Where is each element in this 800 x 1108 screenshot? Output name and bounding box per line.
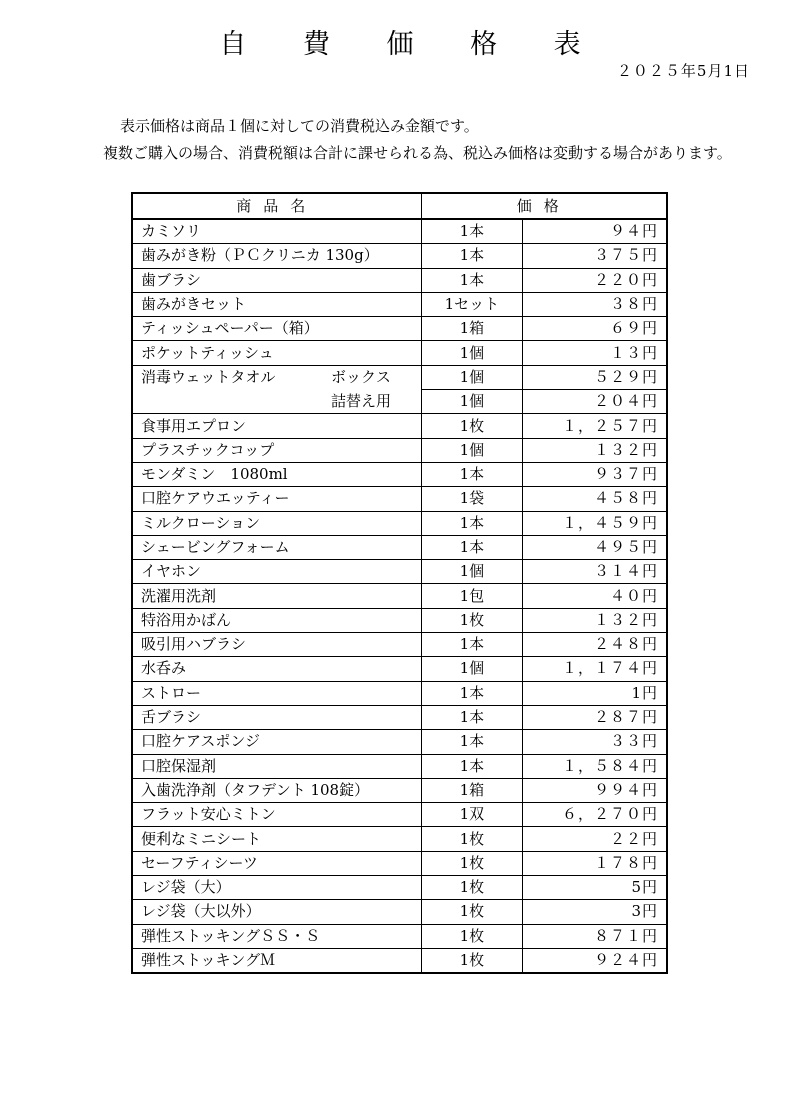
table-row [132,390,667,414]
table-row [132,535,667,559]
issue-date: ２０２５年5月1日 [616,62,750,80]
product-name-cell: 吸引用ハブラシ [132,633,421,657]
table-row [132,900,667,924]
price-cell: ９９４円 [523,778,667,802]
product-name-cell: セーフティシーツ [132,851,421,875]
price-cell: ６，２７０円 [523,803,667,827]
product-name-cell: 歯みがきセット [132,292,421,316]
tax-note-1: 表示価格は商品１個に対しての消費税込み金額です。 [120,117,479,135]
product-name-cell: 舌ブラシ [132,705,421,729]
price-cell: １３２円 [523,438,667,462]
unit-cell: 1双 [421,803,523,827]
table-row [132,924,667,948]
table-row [132,438,667,462]
table-row [132,827,667,851]
header-product-name: 商品名 [132,193,421,219]
product-variant: 詰替え用 [331,391,392,410]
unit-cell: 1本 [421,511,523,535]
table-row [132,948,667,973]
unit-cell: 1枚 [421,608,523,632]
price-cell: １３円 [523,341,667,365]
product-name-cell: イヤホン [132,560,421,584]
unit-cell: 1本 [421,219,523,244]
product-name-cell: モンダミン 1080ml [132,462,421,486]
table-row [132,754,667,778]
product-name-cell [132,365,421,389]
product-name-cell: 歯ブラシ [132,268,421,292]
table-header-row [132,193,667,219]
table-row [132,657,667,681]
unit-cell: 1箱 [421,778,523,802]
unit-cell: 1本 [421,633,523,657]
product-name-cell: 弾性ストッキングＭ [132,948,421,973]
unit-cell: 1個 [421,341,523,365]
unit-cell: 1セット [421,292,523,316]
table-row [132,414,667,438]
table-row [132,365,667,389]
unit-cell: 1個 [421,390,523,414]
header-price: 価格 [421,193,667,219]
product-name-cell: ティッシュペーパー（箱） [132,317,421,341]
product-name-cell: 弾性ストッキングＳＳ・Ｓ [132,924,421,948]
page-title: 自 費 価 格 表 [219,29,605,60]
price-cell: ２２０円 [523,268,667,292]
table-row [132,341,667,365]
table-row [132,487,667,511]
price-cell: ６９円 [523,317,667,341]
product-name-cell: 入歯洗浄剤（タフデント 108錠） [132,778,421,802]
table-row [132,730,667,754]
price-cell: ３３円 [523,730,667,754]
table-row [132,560,667,584]
table-row [132,268,667,292]
price-cell: ３１４円 [523,560,667,584]
product-name-cell: カミソリ [132,219,421,244]
table-row [132,219,667,244]
unit-cell: 1包 [421,584,523,608]
unit-cell: 1個 [421,365,523,389]
price-cell: ２４８円 [523,633,667,657]
unit-cell: 1本 [421,754,523,778]
unit-cell: 1本 [421,462,523,486]
table-row [132,608,667,632]
table-row [132,462,667,486]
unit-cell: 1箱 [421,317,523,341]
product-name-cell [132,390,421,414]
unit-cell: 1個 [421,560,523,584]
table-row [132,876,667,900]
table-row [132,317,667,341]
price-cell: 3円 [523,900,667,924]
price-cell: １３２円 [523,608,667,632]
price-table-body [132,219,667,973]
table-row [132,244,667,268]
product-name-cell: 水呑み [132,657,421,681]
table-row [132,681,667,705]
product-name-cell: レジ袋（大以外） [132,900,421,924]
unit-cell: 1枚 [421,924,523,948]
product-name-cell: プラスチックコップ [132,438,421,462]
unit-cell: 1本 [421,730,523,754]
price-cell: ９２４円 [523,948,667,973]
price-cell: 1円 [523,681,667,705]
price-cell: １，２５７円 [523,414,667,438]
price-cell: １７８円 [523,851,667,875]
unit-cell: 1個 [421,657,523,681]
product-variant: ボックス [331,368,391,387]
unit-cell: 1枚 [421,948,523,973]
table-row [132,292,667,316]
product-name-cell: ストロー [132,681,421,705]
price-cell: １，５８４円 [523,754,667,778]
table-row [132,705,667,729]
product-name-cell: 歯みがき粉（ＰＣクリニカ 130g） [132,244,421,268]
product-name-cell: ミルクローション [132,511,421,535]
price-cell: １，４５９円 [523,511,667,535]
price-cell: ９４円 [523,219,667,244]
product-name: 消毒ウェットタオル [141,368,276,387]
product-name-cell: 便利なミニシート [132,827,421,851]
table-row [132,584,667,608]
unit-cell: 1本 [421,268,523,292]
unit-cell: 1個 [421,438,523,462]
price-cell: １，１７４円 [523,657,667,681]
unit-cell: 1枚 [421,827,523,851]
unit-cell: 1枚 [421,851,523,875]
price-cell: ４９５円 [523,535,667,559]
price-cell: ２０４円 [523,390,667,414]
price-cell: ４５８円 [523,487,667,511]
price-cell: ４０円 [523,584,667,608]
product-name-cell: 口腔ケアスポンジ [132,730,421,754]
price-cell: ９３７円 [523,462,667,486]
price-table [131,192,668,974]
price-cell: 5円 [523,876,667,900]
unit-cell: 1本 [421,705,523,729]
unit-cell: 1本 [421,535,523,559]
product-name-cell: ポケットティッシュ [132,341,421,365]
product-name-cell: 口腔保湿剤 [132,754,421,778]
product-name-cell: 洗濯用洗剤 [132,584,421,608]
table-row [132,633,667,657]
price-cell: ３７５円 [523,244,667,268]
unit-cell: 1本 [421,244,523,268]
price-cell: ２８７円 [523,705,667,729]
product-name-cell: シェービングフォーム [132,535,421,559]
table-row [132,511,667,535]
unit-cell: 1本 [421,681,523,705]
table-row [132,851,667,875]
price-cell: ５２９円 [523,365,667,389]
product-name-cell: 口腔ケアウエッティー [132,487,421,511]
tax-note-2: 複数ご購入の場合、消費税額は合計に課せられる為、税込み価格は変動する場合があります。 [103,144,732,162]
product-name-cell: フラット安心ミトン [132,803,421,827]
unit-cell: 1枚 [421,876,523,900]
table-row [132,803,667,827]
table-row [132,778,667,802]
price-cell: ８７１円 [523,924,667,948]
product-name-cell: 食事用エプロン [132,414,421,438]
price-cell: ２２円 [523,827,667,851]
product-name-cell: レジ袋（大） [132,876,421,900]
unit-cell: 1枚 [421,414,523,438]
product-name-cell: 特浴用かばん [132,608,421,632]
unit-cell: 1枚 [421,900,523,924]
price-cell: ３８円 [523,292,667,316]
unit-cell: 1袋 [421,487,523,511]
